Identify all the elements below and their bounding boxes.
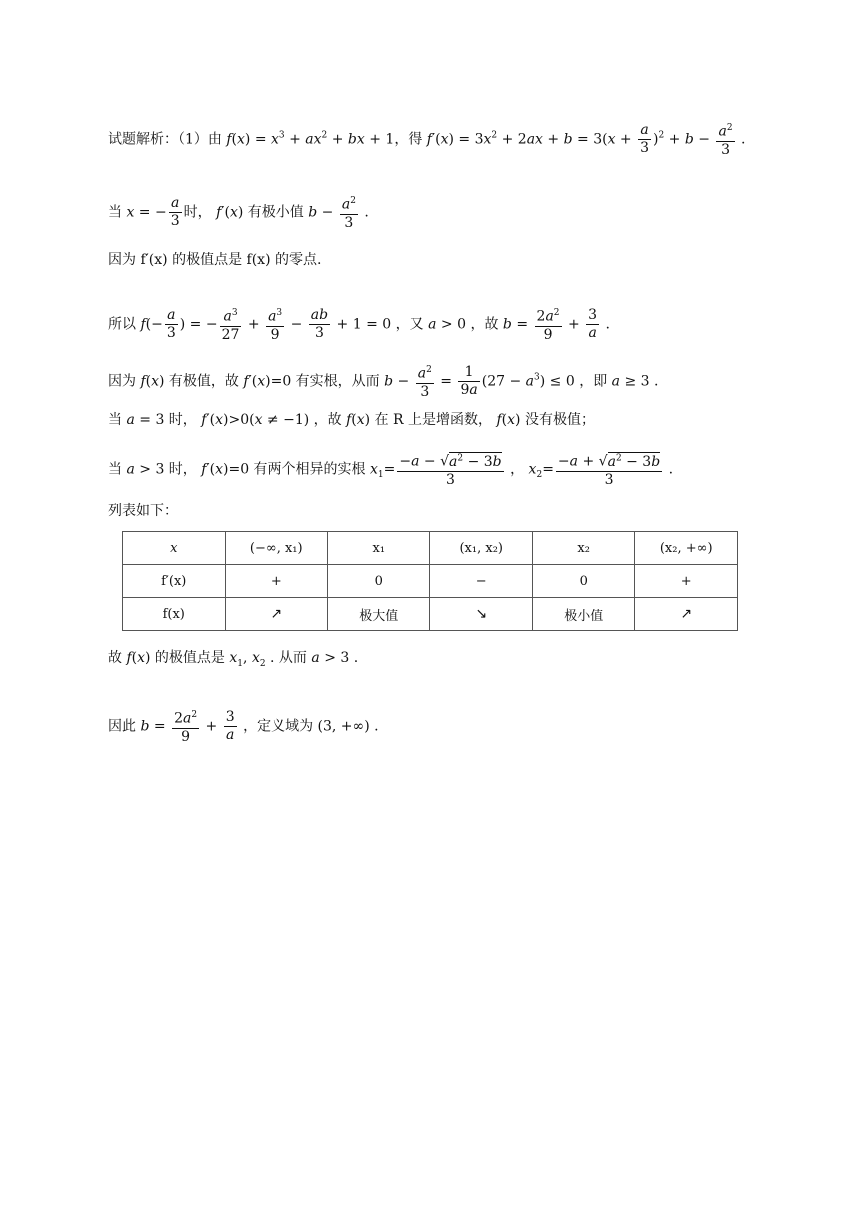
line-8: 列表如下： bbox=[108, 503, 178, 519]
line-6: 当 a = 3 时， f′(x)>0(x ≠ −1) ，故 f(x) 在 R 上是增函数， f(x) 没有极值； bbox=[108, 412, 595, 428]
increasing-arrow-icon: ↗ bbox=[635, 598, 738, 631]
table-cell: x bbox=[123, 532, 226, 565]
table-cell: f′(x) bbox=[123, 565, 226, 598]
table-cell: 0 bbox=[328, 565, 430, 598]
table-cell: + bbox=[225, 565, 328, 598]
table-cell: (−∞, x₁) bbox=[225, 532, 328, 565]
table-cell: − bbox=[430, 565, 533, 598]
line-7: 当 a > 3 时， f′(x)=0 有两个相异的实根 $x_1=$ $\frac{-a - √a^2 - 3b}{3}$ ， $x_2=$ $\frac{-a + √a^2 - 3b}{3}$ . bbox=[108, 450, 673, 489]
table-cell: 极大值 bbox=[328, 598, 430, 631]
table-cell: f(x) bbox=[123, 598, 226, 631]
line-3: 因为 f′(x) 的极值点是 f(x) 的零点. bbox=[108, 252, 322, 268]
increasing-arrow-icon: ↗ bbox=[225, 598, 328, 631]
line-1: 试题解析：（1）由 $f(x) = x^3 + ax^2$ + bx + 1，得 $f'(x) = 3x^2 + 2ax + b = 3(x$ + $\frac{a}{3}$ )$^2$ + b − $\frac{a^2}{3}$ . bbox=[108, 121, 746, 158]
table-cell: (x₁, x₂) bbox=[430, 532, 533, 565]
decreasing-arrow-icon: ↘ bbox=[430, 598, 533, 631]
table-row bbox=[123, 598, 738, 631]
table-cell: 极小值 bbox=[532, 598, 634, 631]
table-cell: (x₂, +∞) bbox=[635, 532, 738, 565]
table-row bbox=[123, 532, 738, 565]
table-row bbox=[123, 565, 738, 598]
table-cell: x₁ bbox=[328, 532, 430, 565]
line-2: 当 x = − $\frac{a}{3}$ 时， f′(x) 有极小值 b − $\frac{a^2}{3}$ . bbox=[108, 194, 369, 231]
table-cell: x₂ bbox=[532, 532, 634, 565]
variation-table bbox=[122, 531, 738, 631]
table-cell: 0 bbox=[532, 565, 634, 598]
line-10: 因此 b = $\frac{2a^2}{9}$ + $\frac{3}{a}$ ，定义域为 (3, +∞) . bbox=[108, 708, 379, 745]
line-5: 因为 f(x) 有极值，故 f′(x)=0 有实根，从而 b − $\frac{a^2}{3}$ = $\frac{1}{9a}$ $(27 - a^3) \le 0$ ，即 a ≥ 3 . bbox=[108, 363, 659, 400]
line-4: 所以 f(− $\frac{a}{3}$ ) = − $\frac{a^3}{27}$ + $\frac{a^3}{9}$ − $\frac{ab}{3}$ + 1 = 0 ，又 a > 0 ，故 b = $\frac{2a^2}{9}$ + $\frac{3}{a}$ . bbox=[108, 306, 610, 343]
line-9: 故 f(x) 的极值点是 $x_1$, $x_2$ . 从而 a > 3 . bbox=[108, 650, 359, 669]
table-cell: + bbox=[635, 565, 738, 598]
